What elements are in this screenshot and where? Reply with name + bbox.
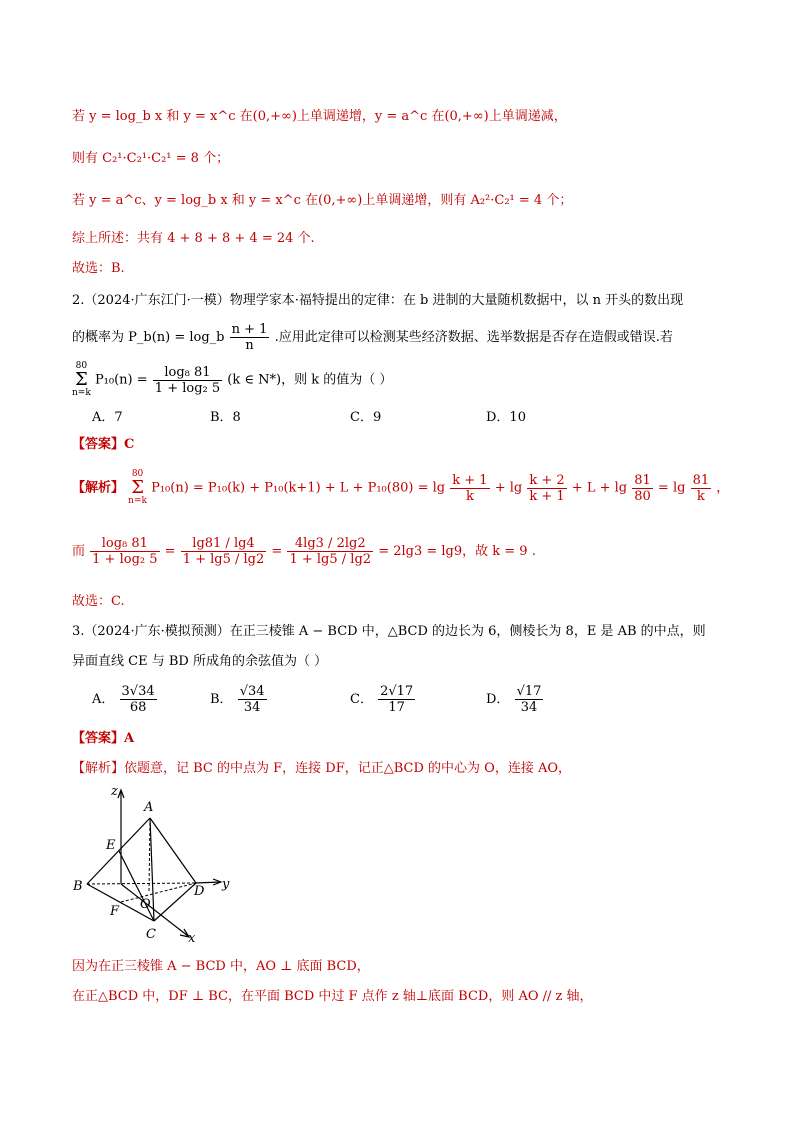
q3-option-b-num: √34	[239, 684, 265, 699]
segment-ao-dashed	[149, 818, 150, 892]
q2-option-c: C．9	[350, 410, 382, 425]
q2-analysis-sum-top: 80	[131, 469, 144, 479]
q2-analysis-step1-num: lg81 / lg4	[181, 536, 267, 552]
q2-answer: 【答案】C	[72, 437, 135, 452]
q2-sum-bottom: n=k	[72, 388, 91, 398]
label-f: F	[110, 904, 120, 919]
q2-stem-line3	[72, 362, 392, 398]
q3-analysis: 【解析】依题意，记 BC 的中点为 F，连接 DF，记正△BCD 的中心为 O，连接 AO，	[72, 761, 571, 776]
text-line-count-3: 则有 C₂¹·C₂¹·C₂¹ = 8 个；	[72, 151, 230, 166]
q2-analysis-line1	[72, 470, 729, 506]
q2-analysis-sum-symbol	[128, 470, 147, 506]
label-a: A	[144, 800, 154, 815]
q2-analysis-plus1: + lg	[494, 480, 523, 496]
q2-rhs-fraction	[153, 365, 222, 396]
q2-rhs-num: log₈ 81	[153, 365, 222, 381]
q2-analysis-frac4-den: k	[696, 488, 705, 504]
q2-analysis-step2-num: 4lg3 / 2lg2	[287, 536, 373, 552]
q2-analysis-line2	[72, 536, 536, 567]
q2-prob-den: n	[245, 338, 254, 353]
y-axis	[196, 882, 220, 883]
label-x: x	[188, 931, 196, 946]
q3-option-c-value	[378, 684, 415, 715]
q3-option-d	[486, 684, 544, 715]
q3-after-line2: 在正△BCD 中，DF ⊥ BC，在平面 BCD 中过 F 点作 z 轴⊥底面 BCD，则 AO // z 轴，	[72, 989, 593, 1004]
q2-sum-term: P₁₀(n) =	[94, 372, 148, 388]
q2-option-b: B．8	[210, 410, 241, 425]
q2-analysis-frac1-den: k	[465, 488, 474, 504]
q2-analysis-frac3-den: 80	[634, 488, 651, 504]
q2-analysis-frac2-num: k + 2	[529, 472, 565, 488]
q3-option-d-value	[515, 684, 544, 715]
q3-option-c-label: C．	[350, 692, 373, 707]
q3-option-a-num: 3√34	[121, 684, 155, 699]
q3-option-a-den: 68	[129, 700, 147, 715]
q3-option-d-num: √17	[516, 684, 542, 699]
q3-option-c-num: 2√17	[380, 684, 414, 699]
q3-stem-line2: 异面直线 CE 与 BD 所成角的余弦值为（ ）	[72, 654, 328, 669]
q2-option-d: D．10	[486, 410, 526, 425]
q2-stem-line2	[72, 322, 673, 353]
q2-analysis-label: 【解析】	[72, 480, 125, 496]
q2-analysis-eq2: =	[271, 544, 283, 559]
text-line-case-4: 若 y = a^c、y = log_b x 和 y = x^c 在(0,+∞)上单调递增，则有 A₂²·C₂¹ = 4 个；	[72, 193, 573, 208]
edge-bd-dashed	[87, 883, 196, 884]
q2-analysis-frac1	[450, 473, 489, 504]
q2-sum-top: 80	[75, 361, 88, 371]
q3-option-c-den: 17	[388, 700, 405, 715]
edge-ab	[87, 818, 150, 884]
label-b: B	[73, 879, 83, 894]
q3-option-a	[92, 684, 158, 715]
q2-analysis-sum-bottom: n=k	[128, 496, 147, 506]
q2-analysis-frac4-num: 81	[692, 472, 710, 488]
q2-prob-fraction	[230, 322, 270, 353]
q2-analysis-eq: = lg	[657, 480, 686, 496]
q2-analysis-eq1: =	[164, 544, 176, 559]
q2-analysis-plus2: + L + lg	[571, 480, 628, 496]
q2-prob-num: n + 1	[231, 322, 268, 337]
q2-analysis-lhs	[90, 536, 159, 567]
q3-option-c	[350, 684, 416, 715]
q2-analysis-step2-den: 1 + lg5 / lg2	[289, 552, 372, 567]
q2-analysis-lhs-den: 1 + log₂ 5	[92, 552, 158, 567]
q3-option-b	[210, 684, 268, 715]
q2-analysis-conclusion: = 2lg3 = lg9，故 k = 9 .	[378, 544, 536, 559]
q2-analysis-frac3	[632, 473, 653, 504]
pyramid-figure	[70, 780, 240, 950]
q2-stem-line2-rest: .应用此定律可以检测某些经济数据、选举数据是否存在造假或错误.若	[274, 330, 673, 345]
q2-prob-formula: 的概率为 P_b(n) = log_b	[72, 330, 225, 345]
q2-analysis-step1-den: 1 + lg5 / lg2	[182, 552, 265, 567]
q2-analysis-frac2-den: k + 1	[529, 488, 565, 504]
q2-analysis-er: 而	[72, 544, 86, 559]
sigma-icon: Σ	[75, 369, 88, 390]
q3-option-a-value	[120, 684, 157, 715]
q2-stem-line1: 2.（2024·广东江门·一模）物理学家本·福特提出的定律：在 b 进制的大量随机数据中，以 n 开头的数出现	[72, 293, 684, 308]
q3-option-b-value	[238, 684, 267, 715]
label-y: y	[222, 877, 230, 892]
q3-option-b-label: B．	[210, 692, 233, 707]
text-line-choose-b: 故选：B.	[72, 261, 125, 276]
q2-analysis-lhs-num: log₈ 81	[90, 536, 159, 552]
q2-rhs-den: 1 + log₂ 5	[154, 380, 221, 396]
text-line-summary: 综上所述：共有 4 + 8 + 8 + 4 = 24 个.	[72, 231, 315, 246]
q2-analysis-frac3-num: 81	[634, 472, 651, 488]
q2-analysis-frac1-num: k + 1	[452, 472, 488, 488]
q2-analysis-expansion: P₁₀(n) = P₁₀(k) + P₁₀(k+1) + L + P₁₀(80) = lg	[151, 480, 446, 496]
q3-option-d-label: D．	[486, 692, 510, 707]
q2-option-a: A．7	[92, 410, 123, 425]
label-e: E	[106, 838, 116, 853]
q2-analysis-step1	[181, 536, 267, 567]
q3-after-line1: 因为在正三棱锥 A − BCD 中，AO ⊥ 底面 BCD，	[72, 959, 370, 974]
q2-analysis-step2	[287, 536, 373, 567]
q2-analysis-comma: ，	[716, 480, 730, 496]
q2-analysis-frac2	[527, 473, 566, 504]
q2-choose-c: 故选：C.	[72, 594, 125, 609]
q3-option-d-den: 34	[520, 700, 538, 715]
q2-analysis-frac4	[691, 473, 712, 504]
q3-answer: 【答案】A	[72, 731, 135, 746]
label-o: O	[140, 897, 151, 912]
q3-option-a-label: A．	[92, 692, 115, 707]
label-z: z	[111, 784, 118, 799]
q3-option-b-den: 34	[243, 700, 261, 715]
edge-ad	[150, 818, 196, 883]
q2-stem-line3-rest: (k ∈ N*)，则 k 的值为（ ）	[227, 372, 393, 388]
text-line-case-3: 若 y = log_b x 和 y = x^c 在(0,+∞)上单调递增，y = a^c 在(0,+∞)上单调递减，	[72, 109, 567, 124]
label-c: C	[146, 927, 156, 942]
sigma-icon: Σ	[131, 477, 144, 498]
q2-sum-symbol	[72, 362, 91, 398]
q3-stem-line1: 3.（2024·广东·模拟预测）在正三棱锥 A − BCD 中，△BCD 的边长为 6，侧棱长为 8，E 是 AB 的中点，则	[72, 624, 706, 639]
label-d: D	[194, 884, 205, 899]
